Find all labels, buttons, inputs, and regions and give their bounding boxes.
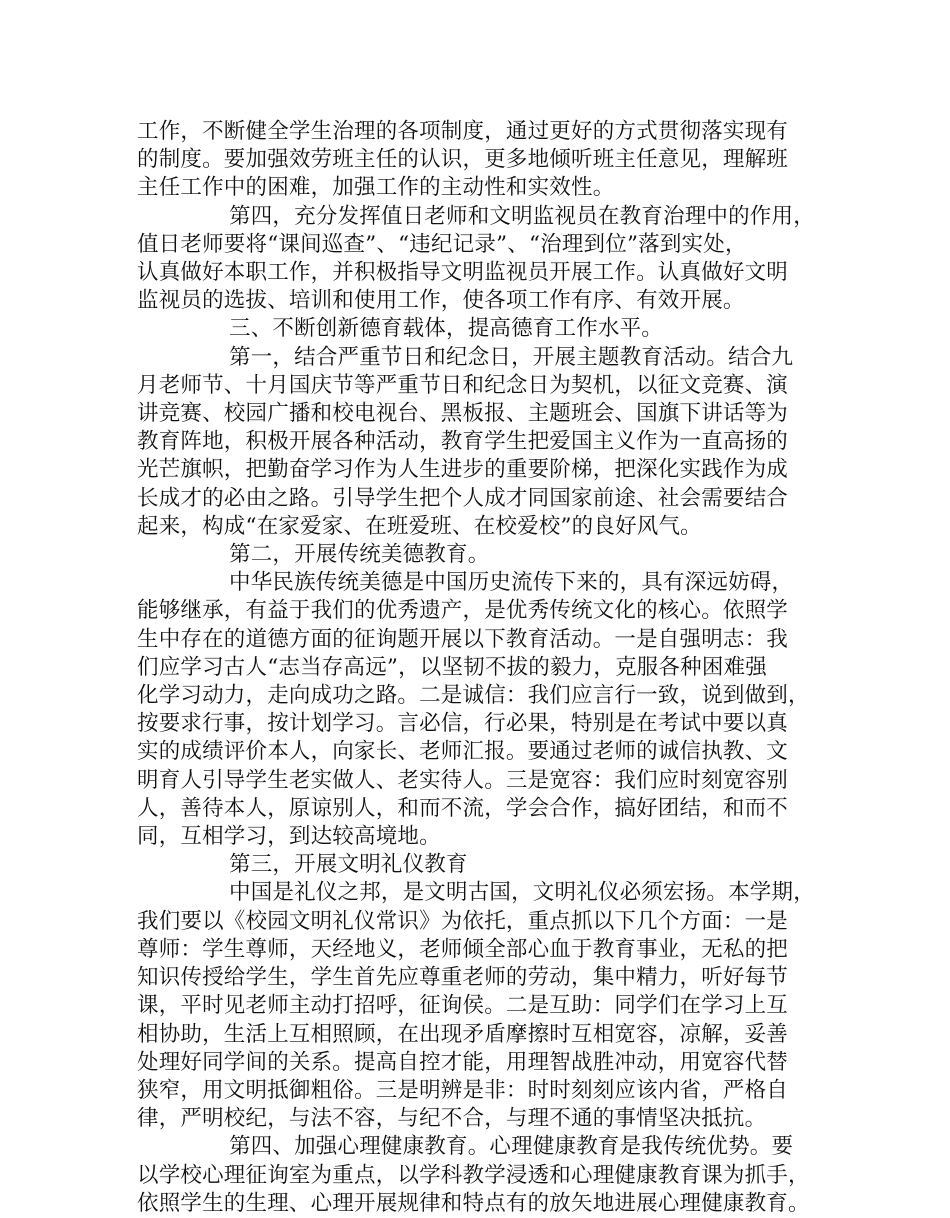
paragraph [137,118,817,203]
text-line: 尊师：学生尊师，天经地义，老师倾全部心血于教育事业，无私的把 [137,936,789,962]
text-line: 以学校心理征询室为重点，以学科教学浸透和心理健康教育课为抓手， [137,1162,810,1188]
paragraph [137,315,817,343]
text-line: 第二，开展传统美德教育。 [229,542,490,568]
text-line: 第三，开展文明礼仪教育 [229,852,468,878]
text-line: 主任工作中的困难，加强工作的主动性和实效性。 [137,175,615,201]
text-line: 按要求行事，按计划学习。言必信，行必果，特别是在考试中要以真 [137,711,789,737]
text-line: 第四、加强心理健康教育。心理健康教育是我传统优势。要 [229,1134,794,1160]
text-line: 中华民族传统美德是中国历史流传下来的，具有深远妨碍， [229,570,794,596]
text-line: 值日老师要将“课间巡查”、“违纪记录”、“治理到位”落到实处， [137,231,747,257]
paragraph [137,1133,817,1218]
text-line: 化学习动力，走向成功之路。二是诚信：我们应言行一致，说到做到， [137,683,810,709]
paragraph [137,344,817,541]
text-line: 能够继承，有益于我们的优秀遗产，是优秀传统文化的核心。依照学 [137,598,789,624]
text-line: 相协助，生活上互相照顾，在出现矛盾摩擦时互相宽容，凉解，妥善 [137,1021,789,1047]
text-line: 长成才的必由之路。引导学生把个人成才同国家前途、社会需要结合 [137,485,789,511]
text-line: 监视员的选拔、培训和使用工作，使各项工作有序、有效开展。 [137,288,745,314]
text-line: 同，互相学习，到达较高境地。 [137,824,441,850]
text-line: 我们要以《校园文明礼仪常识》为依托，重点抓以下几个方面：一是 [137,908,789,934]
text-line: 起来，构成“在家爱家、在班爱班、在校爱校”的良好风气。 [137,513,702,539]
text-line: 们应学习古人“志当存高远”，以坚韧不拔的毅力，克服各种困难强 [137,654,767,680]
text-line: 中国是礼仪之邦，是文明古国，文明礼仪必须宏扬。本学期， [229,880,815,906]
text-line: 认真做好本职工作，并积极指导文明监视员开展工作。认真做好文明 [137,260,789,286]
text-line: 实的成绩评价本人，向家长、老师汇报。要通过老师的诚信执教、文 [137,739,789,765]
text-line: 课，平时见老师主动打招呼，征询侯。二是互助：同学们在学习上互 [137,993,789,1019]
text-line: 人，善待本人，原谅别人，和而不流，学会合作，搞好团结，和而不 [137,795,789,821]
text-line: 月老师节、十月国庆节等严重节日和纪念日为契机，以征文竞赛、演 [137,372,789,398]
paragraph [137,851,817,879]
text-line: 第四，充分发挥值日老师和文明监视员在教育治理中的作用， [229,203,815,229]
paragraph [137,879,817,1133]
paragraph [137,541,817,569]
paragraph [137,569,817,851]
text-line: 讲竞赛、校园广播和校电视台、黑板报、主题班会、国旗下讲话等为 [137,401,789,427]
text-line: 光芒旗帜，把勤奋学习作为人生进步的重要阶梯，把深化实践作为成 [137,457,789,483]
text-line: 律，严明校纪，与法不容，与纪不合，与理不通的事情坚决抵抗。 [137,1106,767,1132]
text-line: 狭窄，用文明抵御粗俗。三是明辨是非：时时刻刻应该内省，严格自 [137,1077,789,1103]
text-line: 第一，结合严重节日和纪念日，开展主题教育活动。结合九 [229,344,794,370]
text-line: 知识传授给学生，学生首先应尊重老师的劳动，集中精力，听好每节 [137,965,789,991]
paragraph [137,203,817,316]
text-line: 依照学生的生理、心理开展规律和特点有的放矢地进展心理健康教育。 [137,1190,810,1216]
text-line: 工作，不断健全学生治理的各项制度，通过更好的方式贯彻落实现有 [137,119,789,144]
text-line: 三、不断创新德育载体，提高德育工作水平。 [229,316,664,342]
text-line: 处理好同学间的关系。提高自控才能，用理智战胜冲动，用宽容代替 [137,1049,789,1075]
text-line: 教育阵地，积极开展各种活动，教育学生把爱国主义作为一直高扬的 [137,429,789,455]
text-line: 明育人引导学生老实做人、老实待人。三是宽容：我们应时刻宽容别 [137,767,789,793]
document-body [137,118,817,1218]
text-line: 生中存在的道德方面的征询题开展以下教育活动。一是自强明志：我 [137,626,789,652]
text-line: 的制度。要加强效劳班主任的认识，更多地倾听班主任意见，理解班 [137,147,789,173]
